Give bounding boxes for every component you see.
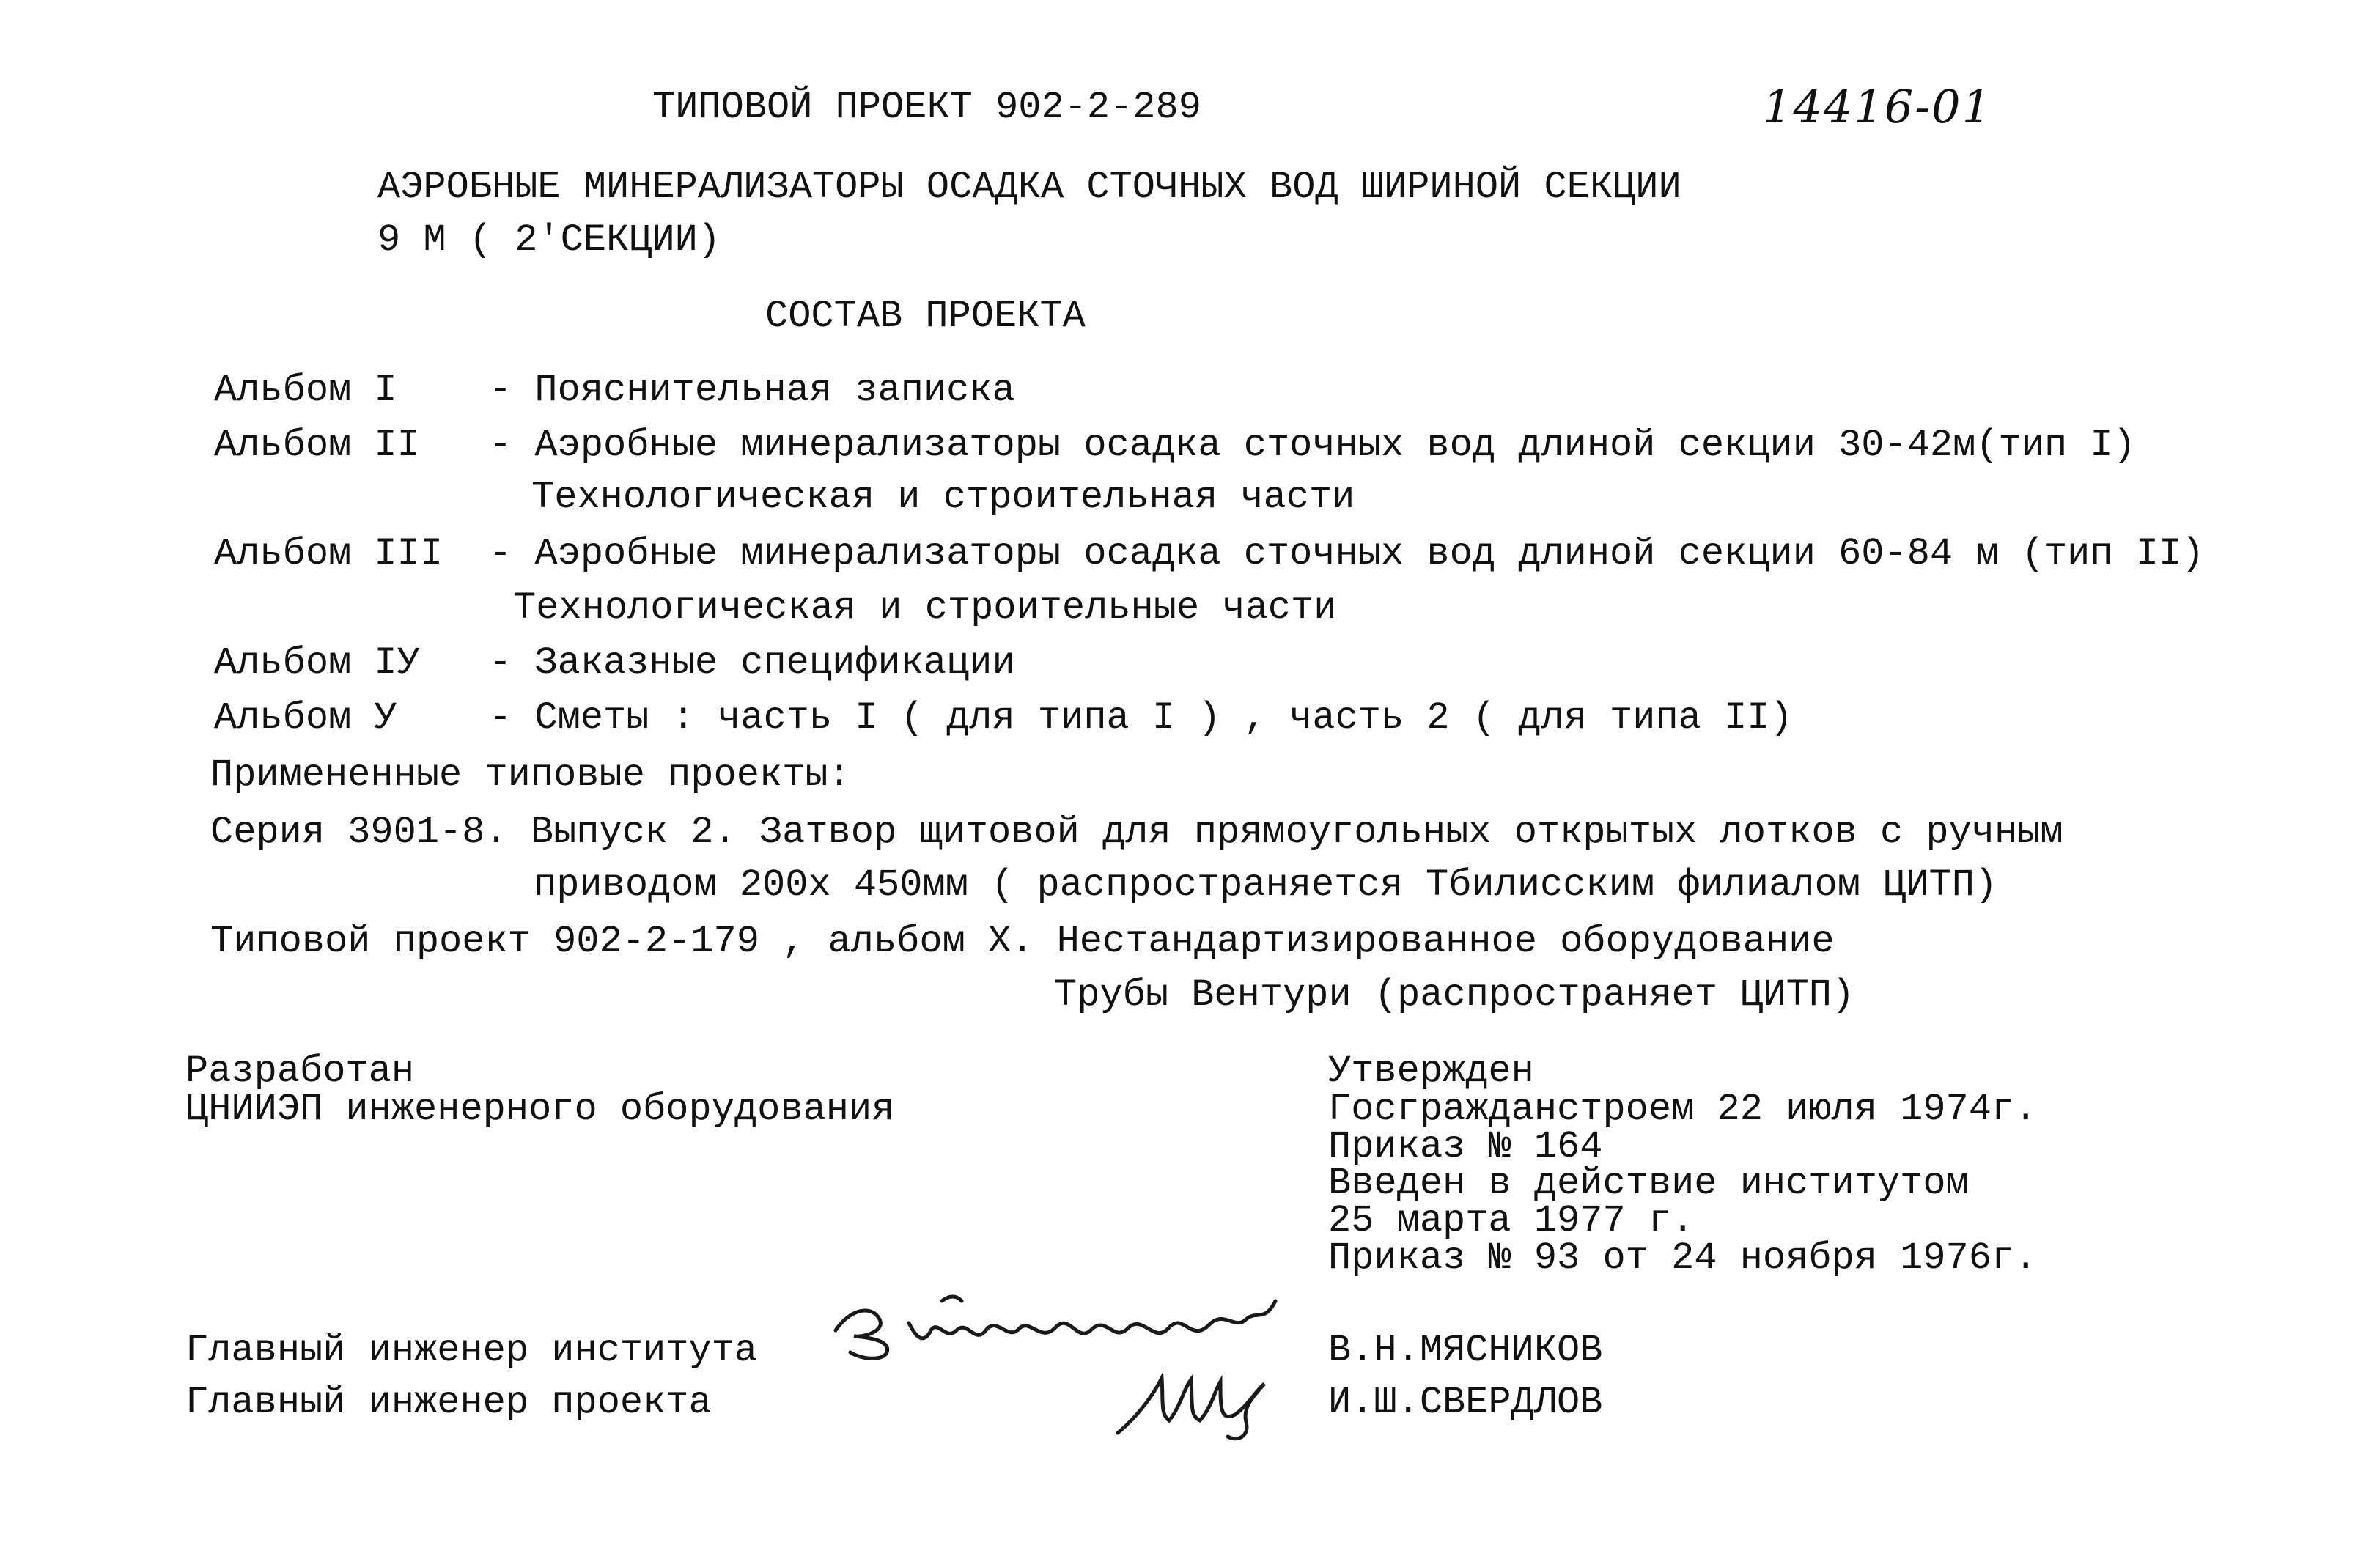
album-description: - Пояснительная записка bbox=[489, 369, 1015, 412]
approved-line: Приказ № 93 от 24 ноября 1976г. bbox=[1328, 1236, 2038, 1280]
composition-heading: СОСТАВ ПРОЕКТА bbox=[765, 295, 1086, 338]
applied-series-line2: приводом 200х 450мм ( распространяется Тбилисским филиалом ЦИТП) bbox=[534, 863, 1998, 907]
document-title: ТИПОВОЙ ПРОЕКТ 902-2-289 bbox=[652, 86, 1201, 129]
signature-name: В.Н.МЯСНИКОВ bbox=[1328, 1329, 1603, 1372]
approved-line: Госгражданстроем 22 июля 1974г. bbox=[1328, 1088, 2038, 1131]
subtitle-line1: АЭРОБНЫЕ МИНЕРАЛИЗАТОРЫ ОСАДКА СТОЧНЫХ ВОД ШИРИНОЙ СЕКЦИИ bbox=[377, 166, 1681, 209]
developed-organization: ЦНИИЭП инженерного оборудования bbox=[185, 1088, 895, 1131]
developed-label: Разработан bbox=[185, 1050, 415, 1093]
album-name: Альбом IУ bbox=[214, 641, 420, 685]
subtitle-line2: 9 М ( 2'СЕКЦИИ) bbox=[377, 218, 721, 262]
applied-projects-heading: Примененные типовые проекты: bbox=[210, 753, 851, 797]
album-description: - Аэробные минерализаторы осадка сточных вод длиной секции 30-42м(тип I) bbox=[489, 424, 2136, 467]
document-code: 14416-01 bbox=[1763, 80, 1993, 133]
album-description: - Заказные спецификации bbox=[489, 641, 1015, 685]
approved-line: Введен в действие институтом bbox=[1328, 1162, 1969, 1205]
handwritten-signature bbox=[1110, 1363, 1279, 1444]
album-name: Альбом II bbox=[214, 424, 420, 467]
signature-name: И.Ш.СВЕРДЛОВ bbox=[1328, 1381, 1603, 1424]
signature-role: Главный инженер проекта bbox=[185, 1381, 712, 1424]
approved-line: 25 марта 1977 г. bbox=[1328, 1199, 1695, 1242]
approved-line: Приказ № 164 bbox=[1328, 1125, 1603, 1168]
album-description-continued: Технологическая и строительные части bbox=[513, 586, 1337, 630]
album-description-continued: Технологическая и строительная части bbox=[531, 476, 1355, 519]
handwritten-signature bbox=[821, 1279, 1290, 1367]
album-name: Альбом У bbox=[214, 696, 397, 740]
signature-role: Главный инженер института bbox=[185, 1329, 758, 1372]
album-description: - Аэробные минерализаторы осадка сточных вод длиной секции 60-84 м (тип II) bbox=[489, 532, 2205, 575]
album-name: Альбом III bbox=[214, 532, 443, 575]
applied-project-line1: Типовой проект 902-2-179 , альбом X. Нестандартизированное оборудование bbox=[210, 920, 1835, 963]
approved-label: Утвержден bbox=[1328, 1050, 1534, 1093]
applied-project-line2: Трубы Вентури (распространяет ЦИТП) bbox=[1054, 973, 1855, 1017]
album-name: Альбом I bbox=[214, 369, 397, 412]
applied-series-line1: Серия 3901-8. Выпуск 2. Затвор щитовой для прямоугольных открытых лотков с ручным bbox=[210, 811, 2063, 854]
album-description: - Сметы : часть I ( для типа I ) , часть 2 ( для типа II) bbox=[489, 696, 1793, 740]
